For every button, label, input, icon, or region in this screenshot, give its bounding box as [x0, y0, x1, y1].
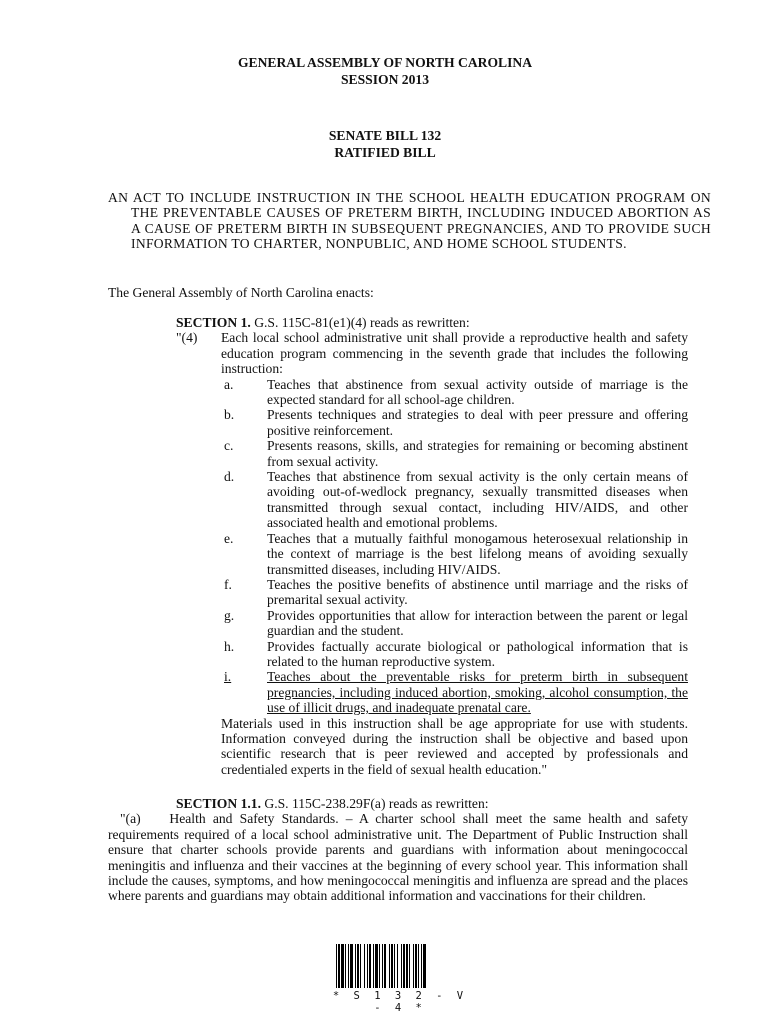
barcode-caption: * S 1 3 2 - V - 4 * — [332, 990, 468, 1014]
list-item-label: h. — [224, 638, 235, 654]
list-item — [108, 639, 688, 670]
list-item-label: b. — [224, 407, 235, 423]
list-item-label: f. — [224, 576, 232, 592]
list-item-label: c. — [224, 438, 234, 454]
subdivision-number: "(4) — [176, 330, 198, 346]
act-title: AN ACT TO INCLUDE INSTRUCTION IN THE SCHOOL HEALTH EDUCATION PROGRAM ON THE PREVENTABLE CAUSES OF PRETERM BIRTH, INCLUDING INDUCED ABORTION AS A CAUSE OF PRETERM BIRTH IN SUBSEQUENT PREGNANCIES, AND TO PROVIDE SUCH INFORMATION TO CHARTER, NONPUBLIC, AND HOME SCHOOL STUDENTS. — [108, 190, 711, 252]
list-item-label: a. — [224, 376, 234, 392]
enacting-clause: The General Assembly of North Carolina enacts: — [108, 285, 374, 300]
section-1 — [108, 315, 688, 777]
list-item — [108, 377, 688, 408]
assembly-name: GENERAL ASSEMBLY OF NORTH CAROLINA — [237, 55, 533, 70]
list-item-text: Teaches about the preventable risks for preterm birth in subsequent pregnancies, including induced abortion, smoking, alcohol consumption, the use of illicit drugs, and inadequate prenatal care. — [267, 669, 688, 716]
list-item-text: Provides factually accurate biological or pathological information that is related to the human reproductive system. — [267, 638, 688, 669]
list-item-label: e. — [224, 530, 234, 546]
list-item — [108, 608, 688, 639]
list-item-text: Presents techniques and strategies to deal with peer pressure and offering positive reinforcement. — [267, 407, 688, 438]
barcode-image — [336, 944, 464, 988]
list-item-text: Presents reasons, skills, and strategies for remaining or becoming abstinent from sexual activity. — [267, 438, 688, 469]
section-1-1-heading — [108, 796, 688, 811]
list-item-text: Provides opportunities that allow for interaction between the parent or legal guardian and the student. — [267, 607, 688, 639]
subdivision-4 — [108, 330, 688, 376]
section-1-1-label: SECTION 1.1. — [176, 796, 261, 811]
list-item-label: d. — [224, 469, 235, 485]
section-1-1 — [108, 796, 688, 904]
materials-paragraph: Materials used in this instruction shall be age appropriate for use with students. Information conveyed during the instruction shall be objective and based upon scientific research that is peer reviewed and accepted by professionals and credentialed experts in the field of sexual health education." — [221, 715, 688, 777]
subdivision-text: Each local school administrative unit shall provide a reproductive health and safety education program commencing in the seventh grade that includes the following instruction: — [221, 330, 688, 377]
list-item-label: i. — [224, 669, 232, 685]
list-item — [108, 438, 688, 469]
list-item-inserted — [108, 669, 688, 715]
list-item-text: Teaches the positive benefits of abstinence until marriage and the risks of premarital sexual activity. — [267, 576, 688, 608]
list-item — [108, 577, 688, 608]
list-item-label: g. — [224, 607, 235, 623]
session-year: SESSION 2013 — [340, 72, 429, 87]
section-1-heading — [108, 315, 688, 330]
instruction-list — [108, 377, 688, 716]
bill-status: RATIFIED BILL — [334, 145, 436, 160]
section-1-1-body: "(a) Health and Safety Standards. – A charter school shall meet the same health and safety requirements required of a local school administrative unit. The Department of Public Instruction shall ensure that charter schools provide parents and guardians with information about meningococcal meningitis and influenza and their vaccines at the beginning of every school year. This information shall include the causes, symptoms, and how meningococcal meningitis and influenza are spread and the places where parents and guardians may obtain additional information and vaccinations for their children. — [108, 811, 688, 904]
section-1-1-intro: G.S. 115C-238.29F(a) reads as rewritten: — [264, 796, 489, 811]
list-item-text: Teaches that abstinence from sexual activity is the only certain means of avoiding out-of-wedlock pregnancy, sexually transmitted diseases when transmitted through sexual contact, including HIV/AIDS, and other associated health and emotional problems. — [267, 469, 688, 531]
section-1-label: SECTION 1. — [176, 315, 251, 330]
bill-number: SENATE BILL 132 — [328, 128, 442, 143]
list-item-text: Teaches that abstinence from sexual activity outside of marriage is the expected standard for all school-age children. — [267, 376, 688, 408]
list-item — [108, 407, 688, 438]
list-item — [108, 469, 688, 531]
section-1-intro: G.S. 115C-81(e1)(4) reads as rewritten: — [254, 315, 470, 330]
list-item-text: Teaches that a mutually faithful monogamous heterosexual relationship in the context of marriage is the best lifelong means of avoiding sexually transmitted diseases, including HIV/AIDS. — [267, 530, 688, 577]
list-item — [108, 531, 688, 577]
document-header — [0, 54, 770, 88]
bill-header — [0, 127, 770, 161]
